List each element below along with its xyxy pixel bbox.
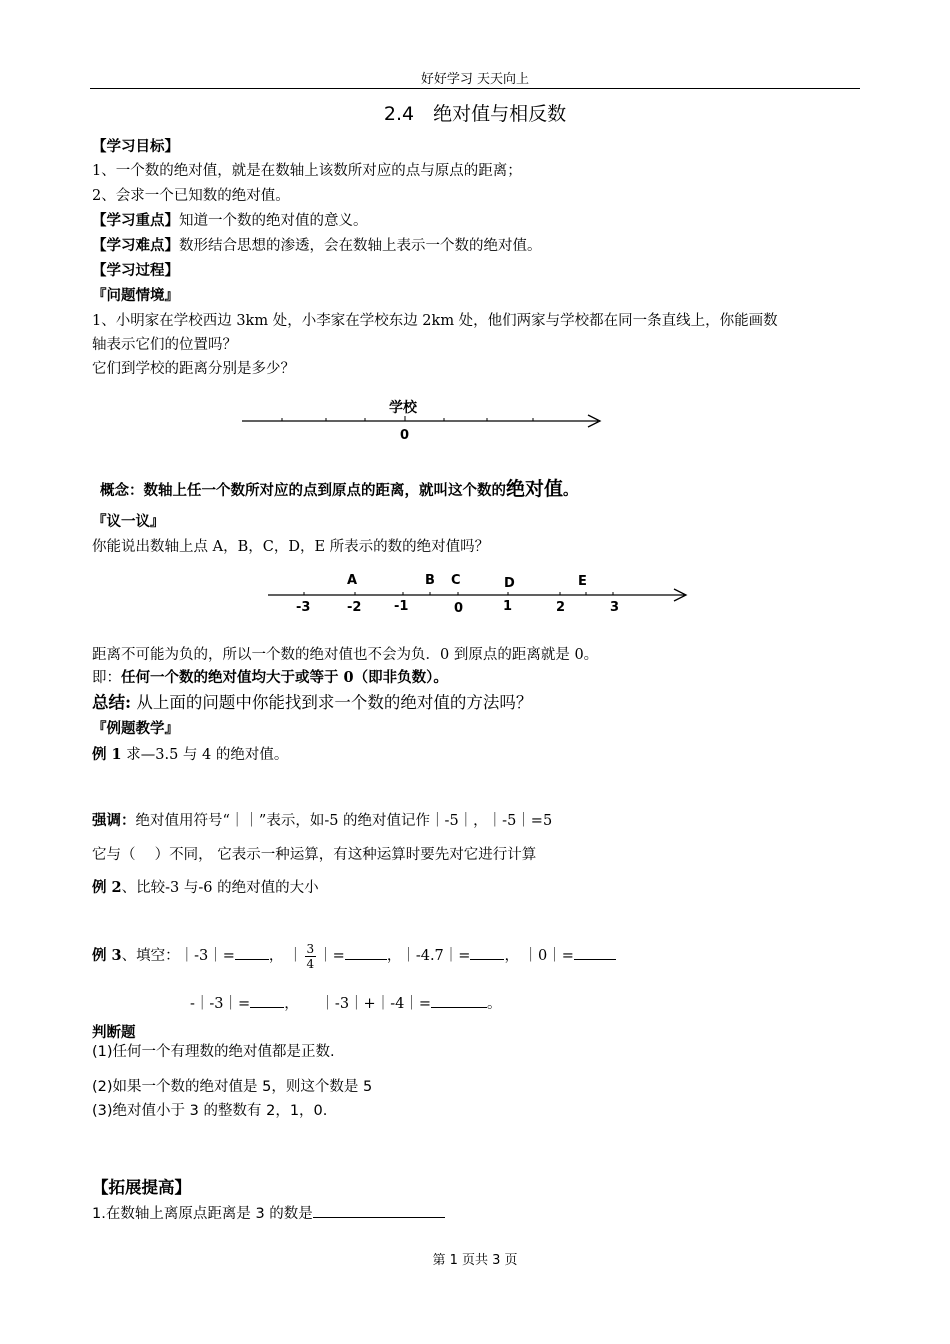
objective-1: 1、一个数的绝对值，就是在数轴上该数所对应的点与原点的距离； [92,163,522,179]
concept-suffix: 。 [563,483,578,499]
origin-label: 0 [400,428,410,443]
example-3-text-3: ｜= [318,948,345,964]
situation-label: 『问题情境』 [92,287,179,304]
note-prefix: 即： [92,670,121,686]
page-title: 2.4 绝对值与相反数 [383,103,567,125]
objectives-label: 【学习目标】 [92,138,179,155]
example-2-text: 、比较-3 与-6 的绝对值的大小 [121,880,319,896]
emphasis-label: 强调： [92,812,136,829]
page-header: 好好学习 天天向上 [420,72,530,87]
difficulty [92,236,542,256]
judge-label: 判断题 [92,1025,136,1041]
number-line-school [0,390,950,450]
emphasis-line-2: 它与（ ）不同， 它表示一种运算，有这种运算时要先对它进行计算 [92,847,537,863]
point-b-label: B [425,573,435,588]
example-1 [92,745,288,765]
judge-q1: (1)任何一个有理数的绝对值都是正数. [92,1044,335,1060]
blank-5[interactable] [250,993,284,1008]
example-2-label: 例 2 [92,879,122,896]
fraction-three-quarters [305,942,317,971]
blank-1[interactable] [235,945,269,960]
judge-q3: (3)绝对值小于 3 的整数有 2，1，0. [92,1103,328,1119]
summary-text: 从上面的问题中你能找到求一个数的绝对值的方法吗？ [131,693,533,712]
objective-2: 2、会求一个已知数的绝对值。 [92,188,290,204]
process-label: 【学习过程】 [92,262,179,279]
example-3-line-1 [92,936,616,976]
example-3-row2-text-1: -｜-3｜= [190,996,251,1012]
note-line-1: 距离不可能为负的，所以一个数的绝对值也不会为负．0 到原点的距离就是 0。 [92,647,599,663]
example-1-text: 求—3.5 与 4 的绝对值。 [121,747,289,763]
point-e-label: E [578,574,587,589]
point-a-label: A [347,573,358,588]
blank-2[interactable] [345,945,387,960]
key-point [92,211,368,231]
summary [92,692,532,714]
example-3-text-5: ， ｜0｜= [504,948,574,964]
difficulty-text: 数形结合思想的渗透，会在数轴上表示一个数的绝对值。 [179,238,542,254]
extension-label: 【拓展提高】 [92,1178,191,1197]
summary-label: 总结: [92,693,132,712]
tick-label-neg3: -3 [296,600,311,615]
tick-label-2: 2 [556,600,566,615]
point-d-label: D [504,576,515,591]
concept [100,478,578,502]
situation-line-1: 1、小明家在学校西边 3km 处，小李家在学校东边 2km 处，他们两家与学校都在同一条直线上，你能画数 [92,313,778,329]
example-3-line-2 [190,993,502,1014]
key-point-label: 【学习重点】 [92,212,179,229]
school-label: 学校 [389,400,417,416]
fraction-denominator: 4 [306,956,315,971]
example-2 [92,878,319,898]
blank-4[interactable] [574,945,616,960]
difficulty-label: 【学习难点】 [92,237,179,254]
note-emphasis: 任何一个数的绝对值均大于或等于 0（即非负数）。 [121,669,448,686]
concept-prefix: 概念：数轴上任一个数所对应的点到原点的距离，就叫这个数的 [100,483,506,499]
concept-emphasis: 绝对值 [506,478,564,500]
header-rule [90,88,860,89]
example-3-text-4: ，｜-4.7｜= [386,948,471,964]
key-point-text: 知道一个数的绝对值的意义。 [179,213,368,229]
tick-label-neg2: -2 [347,600,362,615]
emphasis-line-1 [92,811,552,831]
example-3-text-1: 、填空：｜-3｜= [121,948,235,964]
note-line-2 [92,668,448,688]
examples-label: 『例题教学』 [92,720,179,737]
tick-label-neg1: -1 [394,599,409,614]
judge-q2: (2)如果一个数的绝对值是 5，则这个数是 5 [92,1079,373,1095]
situation-line-2: 轴表示它们的位置吗？ [92,337,237,353]
example-3-label: 例 3 [92,947,122,964]
number-line-points [0,565,950,620]
situation-line-3: 它们到学校的距离分别是多少？ [92,361,295,377]
extension-blank[interactable] [313,1203,445,1218]
tick-label-1: 1 [503,599,513,614]
extension-q1 [92,1203,445,1224]
point-c-label: C [451,573,461,588]
extension-q1-text: 1.在数轴上离原点距离是 3 的数是 [92,1206,313,1222]
tick-label-0: 0 [454,601,464,616]
tick-label-3: 3 [610,600,620,615]
page-footer: 第 1 页共 3 页 [432,1253,518,1268]
blank-6[interactable] [431,993,487,1008]
fraction-numerator: 3 [306,941,315,956]
example-3-text-2: ， ｜ [268,948,303,964]
example-3-row2-text-2: ， ｜-3｜+｜-4｜= [284,996,431,1012]
example-1-label: 例 1 [92,746,122,763]
discuss-question: 你能说出数轴上点 A，B，C，D，E 所表示的数的绝对值吗？ [92,539,490,555]
blank-3[interactable] [470,945,504,960]
discuss-label: 『议一议』 [92,513,165,530]
example-3-row2-text-3: 。 [487,996,502,1012]
emphasis-text-1: 绝对值用符号“｜｜”表示，如-5 的绝对值记作｜-5｜，｜-5｜=5 [135,813,553,829]
